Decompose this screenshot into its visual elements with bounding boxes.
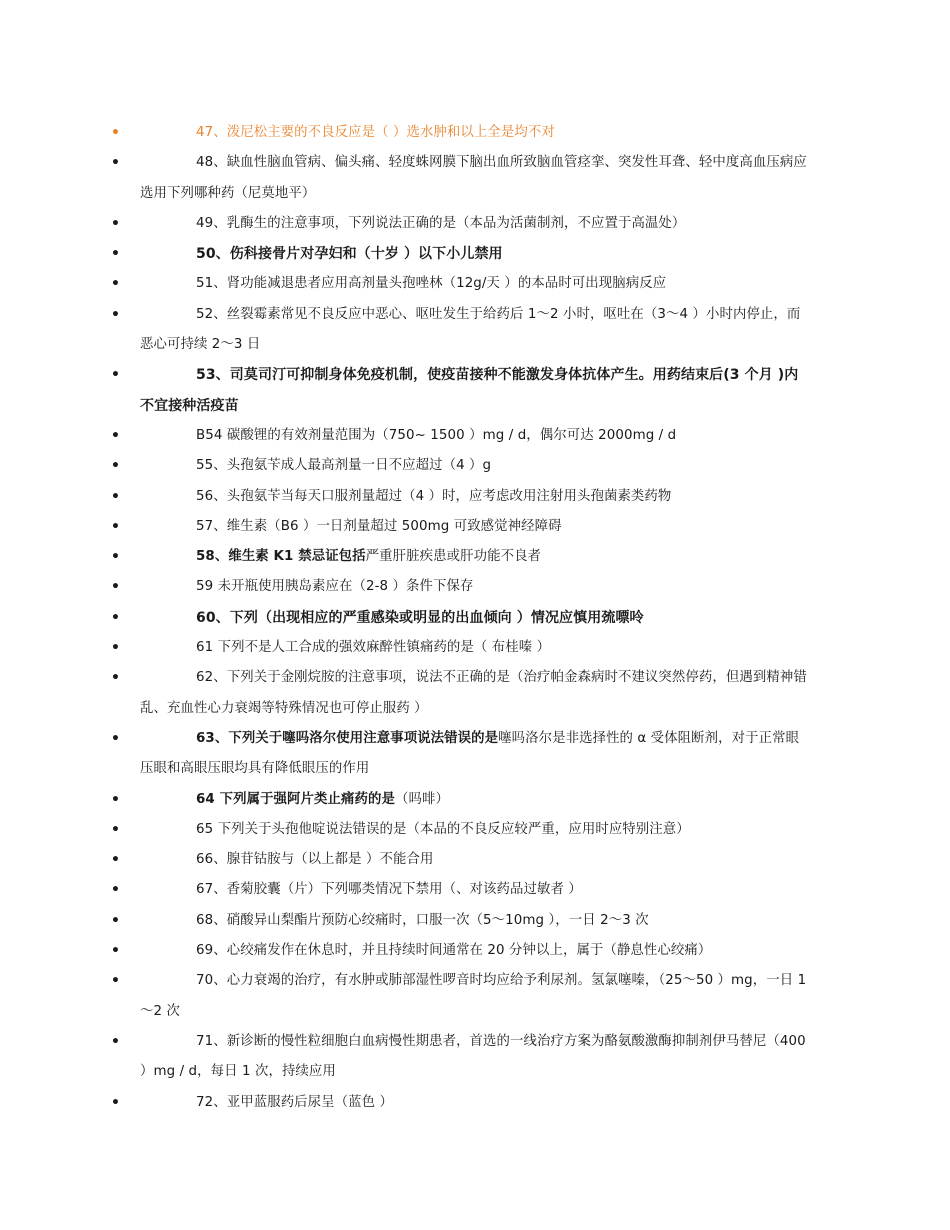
list-item bbox=[0, 815, 950, 845]
item-text: 50、伤科接骨片对孕妇和（十岁 ）以下小儿禁用 bbox=[196, 246, 503, 263]
bullet-marker: • bbox=[111, 791, 121, 808]
list-item bbox=[0, 482, 950, 512]
item-text: 噻吗洛尔是非选择性的 α 受体阻断剂，对于正常眼压眼和高眼压眼均具有降低眼压的作用 bbox=[140, 730, 800, 777]
list-item bbox=[0, 360, 950, 421]
item-text: 67、香菊胶囊（片）下列哪类情况下禁用（、对该药品过敏者 ） bbox=[196, 882, 582, 898]
item-text: 51、肾功能减退患者应用高剂量头孢唑林（12g/天 ）的本品时可出现脑病反应 bbox=[196, 276, 667, 292]
item-text: 61 下列不是人工合成的强效麻醉性镇痛药的是（ 布桂嗪 ） bbox=[196, 640, 551, 656]
bullet-marker: • bbox=[111, 215, 121, 232]
bullet-marker: • bbox=[111, 912, 121, 929]
bullet-marker: • bbox=[111, 306, 121, 323]
item-text: 72、亚甲蓝服药后尿呈（蓝色 ） bbox=[196, 1094, 393, 1110]
item-text: B54 碳酸锂的有效剂量范围为（750~ 1500 ）mg / d，偶尔可达 2000mg / d bbox=[196, 427, 677, 443]
list-item bbox=[0, 512, 950, 542]
list-item bbox=[0, 906, 950, 936]
bullet-marker: • bbox=[111, 427, 121, 444]
list-item bbox=[0, 148, 950, 209]
list-item bbox=[0, 421, 950, 451]
list-item bbox=[0, 663, 950, 724]
list-item bbox=[0, 1027, 950, 1088]
list-item bbox=[0, 724, 950, 785]
bullet-marker: • bbox=[111, 1094, 121, 1111]
document-page bbox=[0, 118, 950, 1118]
list-item bbox=[0, 785, 950, 815]
bullet-marker: • bbox=[111, 943, 121, 960]
item-text: 68、硝酸异山梨酯片预防心绞痛时，口服一次（5～10mg ），一日 2～3 次 bbox=[196, 912, 649, 928]
item-text: 59 未开瓶使用胰岛素应在（2-8 ）条件下保存 bbox=[196, 579, 474, 595]
bullet-marker: • bbox=[111, 670, 121, 687]
bullet-marker: • bbox=[111, 821, 121, 838]
bullet-marker: • bbox=[111, 518, 121, 535]
item-text: 62、下列关于金刚烷胺的注意事项，说法不正确的是（治疗帕金森病时不建议突然停药，但遇到精神错乱、充血性心力衰竭等特殊情况也可停止服药 ） bbox=[140, 670, 807, 716]
bullet-marker: • bbox=[111, 730, 121, 747]
item-text: 57、维生素（B6 ）一日剂量超过 500mg 可致感觉神经障碍 bbox=[196, 518, 562, 534]
item-text: 66、腺苷钴胺与（以上都是 ）不能合用 bbox=[196, 852, 434, 868]
item-text: 53、司莫司汀可抑制身体免疫机制，使疫苗接种不能激发身体抗体产生。用药结束后(3 个月 )内不宜接种活疫苗 bbox=[140, 367, 799, 414]
item-text: （吗啡） bbox=[394, 791, 449, 807]
list-item bbox=[0, 118, 950, 148]
list-item bbox=[0, 845, 950, 875]
list-item bbox=[0, 451, 950, 481]
list-item bbox=[0, 572, 950, 602]
list-item bbox=[0, 603, 950, 633]
list-item bbox=[0, 300, 950, 361]
item-text: 71、新诊断的慢性粒细胞白血病慢性期患者，首选的一线治疗方案为酪氨酸激酶抑制剂伊马替尼（400 ）mg / d，每日 1 次，持续应用 bbox=[140, 1033, 806, 1080]
list-item bbox=[0, 875, 950, 905]
list-item bbox=[0, 1088, 950, 1118]
bullet-marker: • bbox=[111, 458, 121, 475]
list-item bbox=[0, 269, 950, 299]
bullet-marker: • bbox=[111, 367, 121, 384]
item-text: 48、缺血性脑血管病、偏头痛、轻度蛛网膜下脑出血所致脑血管痉挛、突发性耳聋、轻中度高血压病应选用下列哪种药（尼莫地平） bbox=[140, 155, 807, 201]
bullet-marker: • bbox=[111, 1033, 121, 1050]
item-text: 56、头孢氨苄当每天口服剂量超过（4 ）时，应考虑改用注射用头孢菌素类药物 bbox=[196, 488, 672, 504]
item-text: 55、头孢氨苄成人最高剂量一日不应超过（4 ）g bbox=[196, 458, 492, 474]
item-text: 47、泼尼松主要的不良反应是（ ）选水肿和以上全是均不对 bbox=[196, 125, 555, 140]
list-item bbox=[0, 936, 950, 966]
item-text: 49、乳酶生的注意事项，下列说法正确的是（本品为活菌制剂，不应置于高温处） bbox=[196, 215, 686, 231]
item-text: 60、下列（出现相应的严重感染或明显的出血倾向 ）情况应慎用巯嘌呤 bbox=[196, 609, 644, 626]
bullet-marker: • bbox=[111, 488, 121, 505]
list-item bbox=[0, 239, 950, 269]
item-text: 严重肝脏疾患或肝功能不良者 bbox=[365, 549, 542, 565]
bullet-marker: • bbox=[111, 276, 121, 293]
bullet-marker: • bbox=[111, 973, 121, 990]
item-text: 65 下列关于头孢他啶说法错误的是（本品的不良反应较严重，应用时应特别注意） bbox=[196, 821, 690, 837]
bullet-marker: • bbox=[111, 579, 121, 596]
list-item bbox=[0, 966, 950, 1027]
bullet-marker: • bbox=[111, 852, 121, 869]
bullet-marker: • bbox=[111, 882, 121, 899]
item-lead-text: 63、下列关于噻吗洛尔使用注意事项说法错误的是 bbox=[196, 730, 499, 746]
list-item bbox=[0, 633, 950, 663]
list-item bbox=[0, 209, 950, 239]
item-text: 69、心绞痛发作在休息时，并且持续时间通常在 20 分钟以上，属于（静息性心绞痛） bbox=[196, 943, 712, 959]
bullet-marker: • bbox=[111, 125, 121, 141]
item-lead-text: 58、维生素 K1 禁忌证包括 bbox=[196, 549, 366, 565]
item-lead-text: 64 下列属于强阿片类止痛药的是 bbox=[196, 791, 395, 807]
item-text: 52、丝裂霉素常见不良反应中恶心、呕吐发生于给药后 1～2 小时，呕吐在（3～4 ）小时内停止，而恶心可持续 2～3 日 bbox=[140, 306, 801, 353]
list-item bbox=[0, 542, 950, 572]
bullet-marker: • bbox=[111, 155, 121, 172]
bullet-marker: • bbox=[111, 609, 121, 626]
item-text: 70、心力衰竭的治疗，有水肿或肺部湿性啰音时均应给予利尿剂。氢氯噻嗪，（25～50 ）mg，一日 1～2 次 bbox=[140, 973, 807, 1019]
bullet-marker: • bbox=[111, 640, 121, 657]
bullet-marker: • bbox=[111, 549, 121, 566]
bullet-marker: • bbox=[111, 246, 121, 263]
